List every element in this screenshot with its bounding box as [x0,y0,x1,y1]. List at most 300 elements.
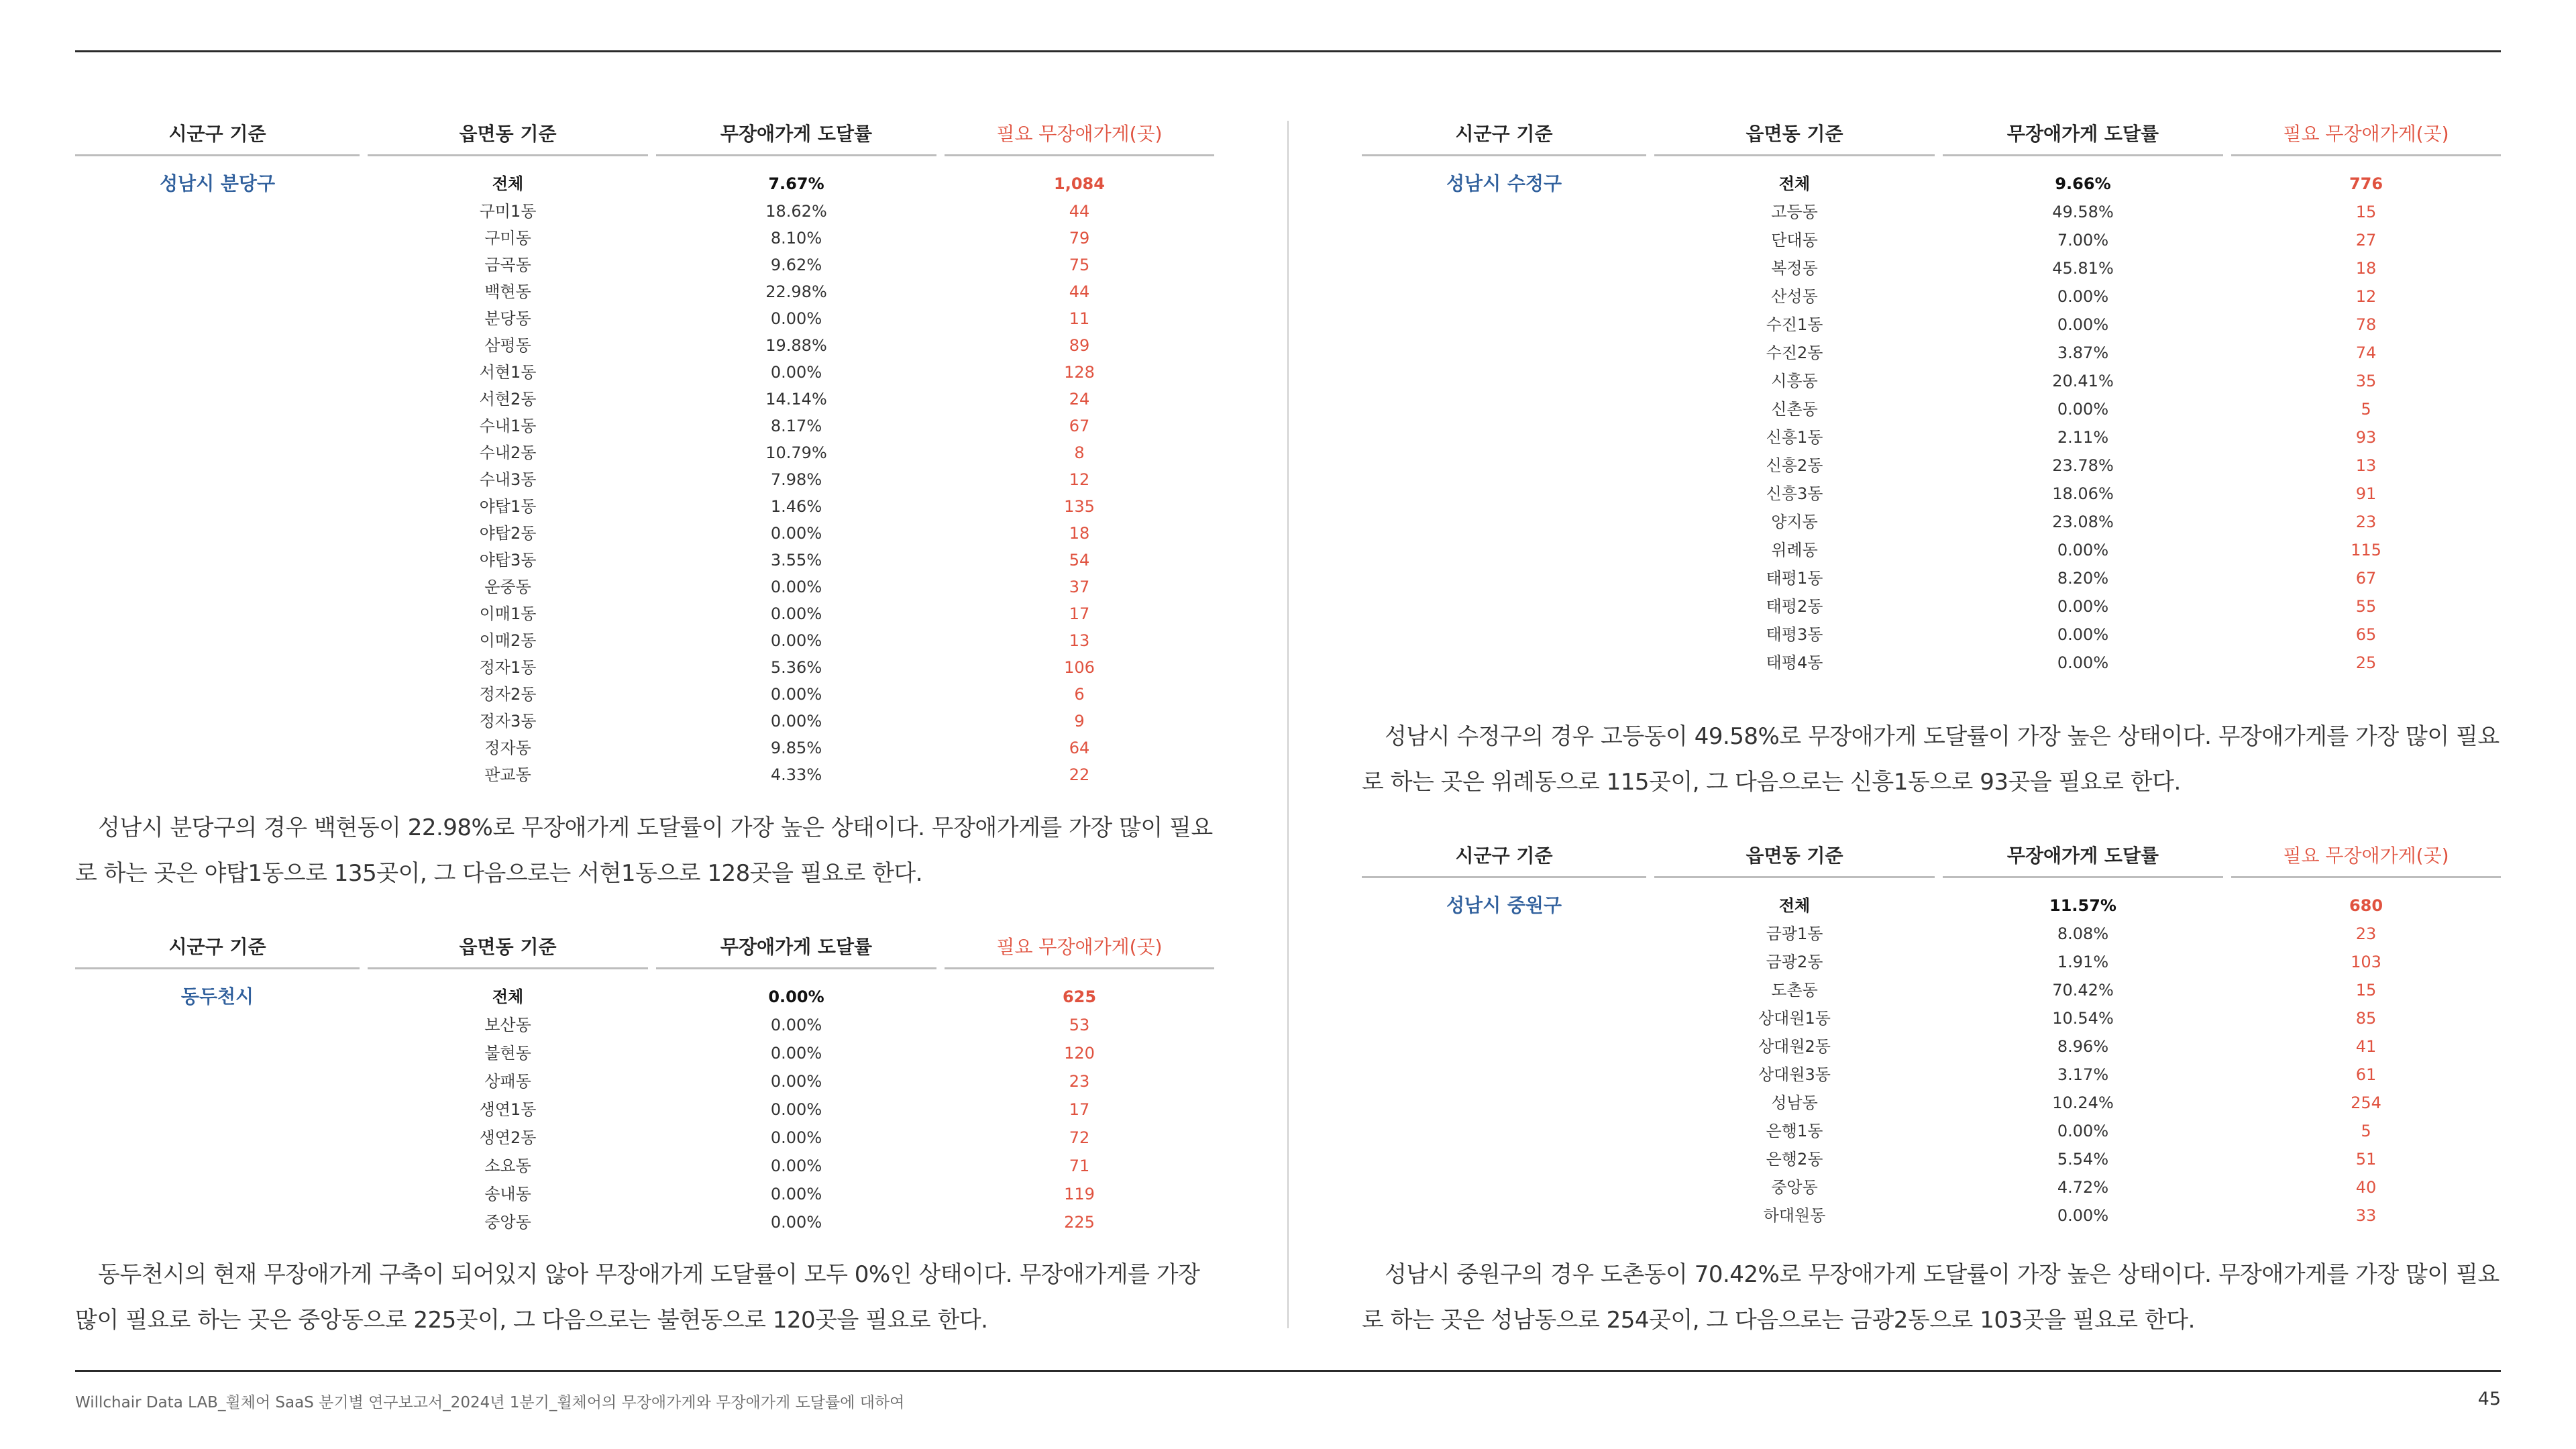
reach-rate: 10.54% [2052,1009,2114,1028]
cell-gap [1646,878,1654,920]
cell-gap [648,681,656,708]
cell-gap [1935,423,1943,451]
cell-gap [648,1208,656,1236]
area-name: 야탑1동 [479,497,537,516]
table-row [1362,508,2501,536]
cell-gap [2223,878,2231,920]
table-row [1362,976,2501,1004]
cell-gap [1935,156,1943,198]
cell-gap [2223,311,2231,339]
cell-gap [936,735,945,761]
table-total-row [1362,156,2501,198]
required-count: 53 [1069,1016,1090,1034]
region-cell-empty [1362,649,1646,677]
table-row [75,1152,1214,1180]
cell-gap [936,359,945,386]
reach-rate: 0.00% [770,1185,822,1203]
header-eupmyeondong: 읍면동 기준 [1654,119,1935,156]
header-rate: 무장애가게 도달률 [1943,841,2223,878]
cell-gap [360,1208,368,1236]
area-name: 수진1동 [1766,315,1823,334]
cell-gap [1646,1089,1654,1117]
area-name: 고등동 [1771,203,1818,221]
reach-rate: 0.00% [770,1213,822,1232]
required-count: 67 [1069,417,1090,435]
cell-gap [1646,254,1654,282]
required-count: 5 [2361,1122,2371,1140]
cell-gap [1935,564,1943,592]
table-row [1362,592,2501,621]
reach-rate: 8.08% [2057,924,2109,943]
cell-gap [648,332,656,359]
region-cell-empty [1362,1145,1646,1173]
area-name: 정자3동 [479,712,537,731]
column-divider [1287,121,1289,1328]
bottom-rule [75,1370,2501,1372]
cell-gap [1935,1145,1943,1173]
cell-gap [360,1011,368,1039]
reach-rate: 11.57% [2049,896,2116,915]
cell-gap [648,386,656,413]
cell-gap [360,969,368,1011]
header-eupmyeondong: 읍면동 기준 [368,119,648,156]
cell-gap [936,654,945,681]
table-row [1362,480,2501,508]
data-table [1362,841,2501,1230]
table-total-row [75,969,1214,1011]
table-row [75,225,1214,252]
cell-gap [648,156,656,198]
table-row [75,1011,1214,1039]
region-cell-empty [1362,1032,1646,1061]
required-count: 106 [1064,658,1095,677]
table-row [1362,1173,2501,1201]
required-count: 13 [1069,631,1090,650]
required-count: 33 [2355,1206,2377,1225]
cell-gap [1646,339,1654,367]
reach-rate: 49.58% [2052,203,2114,221]
region-cell-empty [1362,282,1646,311]
header-required: 필요 무장애가게(곳) [2231,119,2501,156]
cell-gap [936,252,945,278]
table-row [1362,1201,2501,1230]
reach-rate: 0.00% [768,987,824,1006]
cell-gap [360,574,368,600]
region-cell-empty [75,1011,360,1039]
area-name: 소요동 [484,1157,531,1175]
cell-gap [1935,226,1943,254]
required-count: 12 [2355,287,2377,306]
required-count: 120 [1064,1044,1095,1063]
header-sigungu: 시군구 기준 [1362,119,1646,156]
cell-gap [1935,1004,1943,1032]
header-rate: 무장애가게 도달률 [1943,119,2223,156]
cell-gap [648,627,656,654]
reach-rate: 7.67% [768,174,824,193]
table-sujeong [1362,119,2501,677]
reach-rate: 7.00% [2057,231,2109,250]
cell-gap [648,1039,656,1067]
header-sigungu: 시군구 기준 [75,932,360,969]
region-cell-empty [1362,948,1646,976]
required-count: 37 [1069,578,1090,596]
cell-gap [1646,649,1654,677]
required-count: 15 [2355,981,2377,1000]
cell-gap [648,708,656,735]
reach-rate: 8.20% [2057,569,2109,588]
required-count: 225 [1064,1213,1095,1232]
cell-gap [2223,564,2231,592]
reach-rate: 8.96% [2057,1037,2109,1056]
area-name: 성남동 [1771,1093,1818,1112]
cell-gap [360,198,368,225]
page-number: 45 [2477,1389,2501,1409]
reach-rate: 23.08% [2052,513,2114,531]
cell-gap [936,198,945,225]
cell-gap [1935,367,1943,395]
cell-gap [936,1208,945,1236]
reach-rate: 10.24% [2052,1093,2114,1112]
area-name: 태평4동 [1766,653,1823,672]
cell-gap [360,654,368,681]
reach-rate: 19.88% [765,336,827,355]
cell-gap [936,1095,945,1124]
area-name: 상대원1동 [1758,1009,1831,1028]
required-count: 55 [2355,597,2377,616]
cell-gap [1935,592,1943,621]
region-cell-empty [1362,976,1646,1004]
area-name: 상대원2동 [1758,1037,1831,1056]
cell-gap [1646,423,1654,451]
header-required: 필요 무장애가게(곳) [945,932,1214,969]
cell-gap [936,439,945,466]
summary-sujeong: 성남시 수정구의 경우 고등동이 49.58%로 무장애가게 도달률이 가장 높은 상태이다. 무장애가게를 가장 많이 필요로 하는 곳은 위례동으로 115곳이, 그 다음으로는 신흥1동으로 93곳을 필요로 한다. [1362,723,2500,796]
cell-gap [2223,1145,2231,1173]
cell-gap [1646,976,1654,1004]
area-name: 야탑2동 [479,524,537,543]
required-count: 128 [1064,363,1095,382]
cell-gap [1646,1173,1654,1201]
cell-gap [648,252,656,278]
region-cell-empty [1362,536,1646,564]
area-name: 신흥2동 [1766,456,1823,475]
cell-gap [1935,1032,1943,1061]
region-cell-empty [1362,226,1646,254]
area-name: 생연1동 [479,1100,537,1119]
required-count: 44 [1069,202,1090,221]
region-cell-empty [75,466,360,493]
cell-gap [360,1067,368,1095]
cell-gap [936,1152,945,1180]
cell-gap [936,1180,945,1208]
reach-rate: 22.98% [765,282,827,301]
reach-rate: 4.33% [770,765,822,784]
cell-gap [648,493,656,520]
cell-gap [1935,339,1943,367]
reach-rate: 0.00% [770,1016,822,1034]
region-cell-empty [1362,480,1646,508]
cell-gap [1646,536,1654,564]
table-row [75,493,1214,520]
region-cell-empty [1362,395,1646,423]
cell-gap [1935,508,1943,536]
cell-gap [1646,948,1654,976]
required-count: 89 [1069,336,1090,355]
cell-gap [648,520,656,547]
required-count: 65 [2355,625,2377,644]
cell-gap [1646,1145,1654,1173]
region-cell-empty [75,332,360,359]
data-table [1362,119,2501,677]
cell-gap [648,654,656,681]
region-cell-empty [75,761,360,788]
area-name: 야탑3동 [479,551,537,570]
cell-gap [936,1039,945,1067]
required-count: 44 [1069,282,1090,301]
region-label: 성남시 분당구 [159,172,276,195]
header-rate: 무장애가게 도달률 [656,119,936,156]
cell-gap [648,1011,656,1039]
reach-rate: 20.41% [2052,372,2114,390]
reach-rate: 0.00% [770,578,822,596]
region-cell-empty [75,305,360,332]
table-row [75,252,1214,278]
table-row [75,198,1214,225]
table-row [1362,395,2501,423]
region-cell-empty [75,1039,360,1067]
cell-gap [2223,1061,2231,1089]
reach-rate: 0.00% [2057,287,2109,306]
cell-gap [648,305,656,332]
cell-gap [936,600,945,627]
region-cell-empty [75,520,360,547]
cell-gap [360,627,368,654]
area-name: 은행2동 [1766,1150,1823,1169]
reach-rate: 0.00% [2057,400,2109,419]
table-row [75,761,1214,788]
area-name: 중앙동 [1771,1178,1818,1197]
cell-gap [936,547,945,574]
region-cell-empty [1362,564,1646,592]
area-name: 태평1동 [1766,569,1823,588]
area-name: 구미1동 [479,202,537,221]
area-name: 생연2동 [479,1128,537,1147]
cell-gap [936,969,945,1011]
cell-gap [2223,948,2231,976]
area-name: 판교동 [484,765,531,784]
region-cell-empty [75,386,360,413]
cell-gap [1646,1061,1654,1089]
reach-rate: 0.00% [2057,541,2109,559]
reach-rate: 1.91% [2057,953,2109,971]
table-total-row [75,156,1214,198]
area-name: 전체 [492,174,524,193]
area-name: 태평2동 [1766,597,1823,616]
cell-gap [936,278,945,305]
cell-gap [648,413,656,439]
required-count: 74 [2355,343,2377,362]
cell-gap [1935,451,1943,480]
area-name: 운중동 [484,578,531,596]
table-row [75,547,1214,574]
cell-gap [648,466,656,493]
region-cell-empty [75,574,360,600]
area-name: 위례동 [1771,541,1818,559]
cell-gap [360,1095,368,1124]
cell-gap [2223,480,2231,508]
required-count: 18 [1069,524,1090,543]
area-name: 서현1동 [479,363,537,382]
region-cell-empty [75,1180,360,1208]
region-cell-empty [75,600,360,627]
reach-rate: 18.62% [765,202,827,221]
region-cell-empty [75,359,360,386]
table-row [75,600,1214,627]
region-cell-empty [1362,920,1646,948]
table-row [75,359,1214,386]
cell-gap [2223,254,2231,282]
region-cell-empty [75,627,360,654]
reach-rate: 0.00% [2057,1206,2109,1225]
area-name: 양지동 [1771,513,1818,531]
required-count: 25 [2355,653,2377,672]
required-count: 1,084 [1054,174,1105,193]
required-count: 8 [1074,443,1085,462]
required-count: 85 [2355,1009,2377,1028]
cell-gap [936,466,945,493]
required-count: 22 [1069,765,1090,784]
cell-gap [2223,226,2231,254]
cell-gap [360,332,368,359]
footer-title: Willchair Data LAB_휠체어 SaaS 분기별 연구보고서_2024년 1분기_휠체어의 무장애가게와 무장애가게 도달률에 대하여 [75,1394,905,1411]
cell-gap [360,1039,368,1067]
area-name: 상대원3동 [1758,1065,1831,1084]
required-count: 64 [1069,739,1090,757]
cell-gap [2223,508,2231,536]
cell-gap [936,1011,945,1039]
table-row [75,386,1214,413]
required-count: 17 [1069,604,1090,623]
region-cell-empty [75,681,360,708]
reach-rate: 9.62% [770,256,822,274]
cell-gap [360,520,368,547]
reach-rate: 0.00% [770,363,822,382]
cell-gap [648,1152,656,1180]
cell-gap [2223,282,2231,311]
area-name: 보산동 [484,1016,531,1034]
table-row [75,520,1214,547]
cell-gap [1646,920,1654,948]
region-cell-empty [75,439,360,466]
cell-gap [648,574,656,600]
area-name: 신흥3동 [1766,484,1823,503]
required-count: 23 [2355,924,2377,943]
table-row [75,1067,1214,1095]
reach-rate: 0.00% [2057,1122,2109,1140]
area-name: 서현2동 [479,390,537,409]
region-cell-empty [1362,1089,1646,1117]
cell-gap [1646,1201,1654,1230]
table-row [1362,282,2501,311]
cell-gap [360,225,368,252]
reach-rate: 18.06% [2052,484,2114,503]
region-cell-empty [1362,1117,1646,1145]
cell-gap [1646,156,1654,198]
region-cell-empty [1362,254,1646,282]
area-name: 산성동 [1771,287,1818,306]
table-row [1362,621,2501,649]
cell-gap [648,198,656,225]
reach-rate: 0.00% [770,1072,822,1091]
area-name: 구미동 [484,229,531,248]
top-rule [75,50,2501,52]
area-name: 신흥1동 [1766,428,1823,447]
table-row [1362,1004,2501,1032]
region-cell-empty [1362,1004,1646,1032]
cell-gap [648,225,656,252]
header-sigungu: 시군구 기준 [1362,841,1646,878]
table-jungwon [1362,841,2501,1230]
region-cell-empty [75,654,360,681]
cell-gap [1935,1089,1943,1117]
area-name: 하대원동 [1763,1206,1826,1225]
region-cell-empty [75,252,360,278]
cell-gap [648,735,656,761]
cell-gap [2223,1004,2231,1032]
required-count: 35 [2355,372,2377,390]
cell-gap [936,156,945,198]
cell-gap [648,278,656,305]
reach-rate: 23.78% [2052,456,2114,475]
region-cell-empty [75,1067,360,1095]
table-row [75,439,1214,466]
cell-gap [1935,649,1943,677]
required-count: 41 [2355,1037,2377,1056]
cell-gap [360,761,368,788]
cell-gap [360,466,368,493]
table-row [1362,1061,2501,1089]
cell-gap [1935,395,1943,423]
table-row [1362,564,2501,592]
required-count: 40 [2355,1178,2377,1197]
region-cell-empty [75,225,360,252]
table-row [75,1095,1214,1124]
cell-gap [360,156,368,198]
required-count: 9 [1074,712,1085,731]
header-rate: 무장애가게 도달률 [656,932,936,969]
table-row [75,654,1214,681]
cell-gap [648,969,656,1011]
cell-gap [936,332,945,359]
table-row [1362,226,2501,254]
table-total-row [1362,878,2501,920]
region-cell-empty [75,1095,360,1124]
region-label: 성남시 중원구 [1446,894,1562,916]
cell-gap [1646,480,1654,508]
cell-gap [360,681,368,708]
required-count: 625 [1062,987,1097,1006]
table-row [1362,948,2501,976]
required-count: 13 [2355,456,2377,475]
cell-gap [1935,536,1943,564]
data-table [75,119,1214,788]
reach-rate: 0.00% [2057,625,2109,644]
table-row [1362,254,2501,282]
required-count: 27 [2355,231,2377,250]
summary-bundang: 성남시 분당구의 경우 백현동이 22.98%로 무장애가게 도달률이 가장 높은 상태이다. 무장애가게를 가장 많이 필요로 하는 곳은 야탑1동으로 135곳이, 그 다음으로는 서현1동으로 128곳을 필요로 한다. [75,814,1213,887]
cell-gap [1646,198,1654,226]
cell-gap [1935,948,1943,976]
